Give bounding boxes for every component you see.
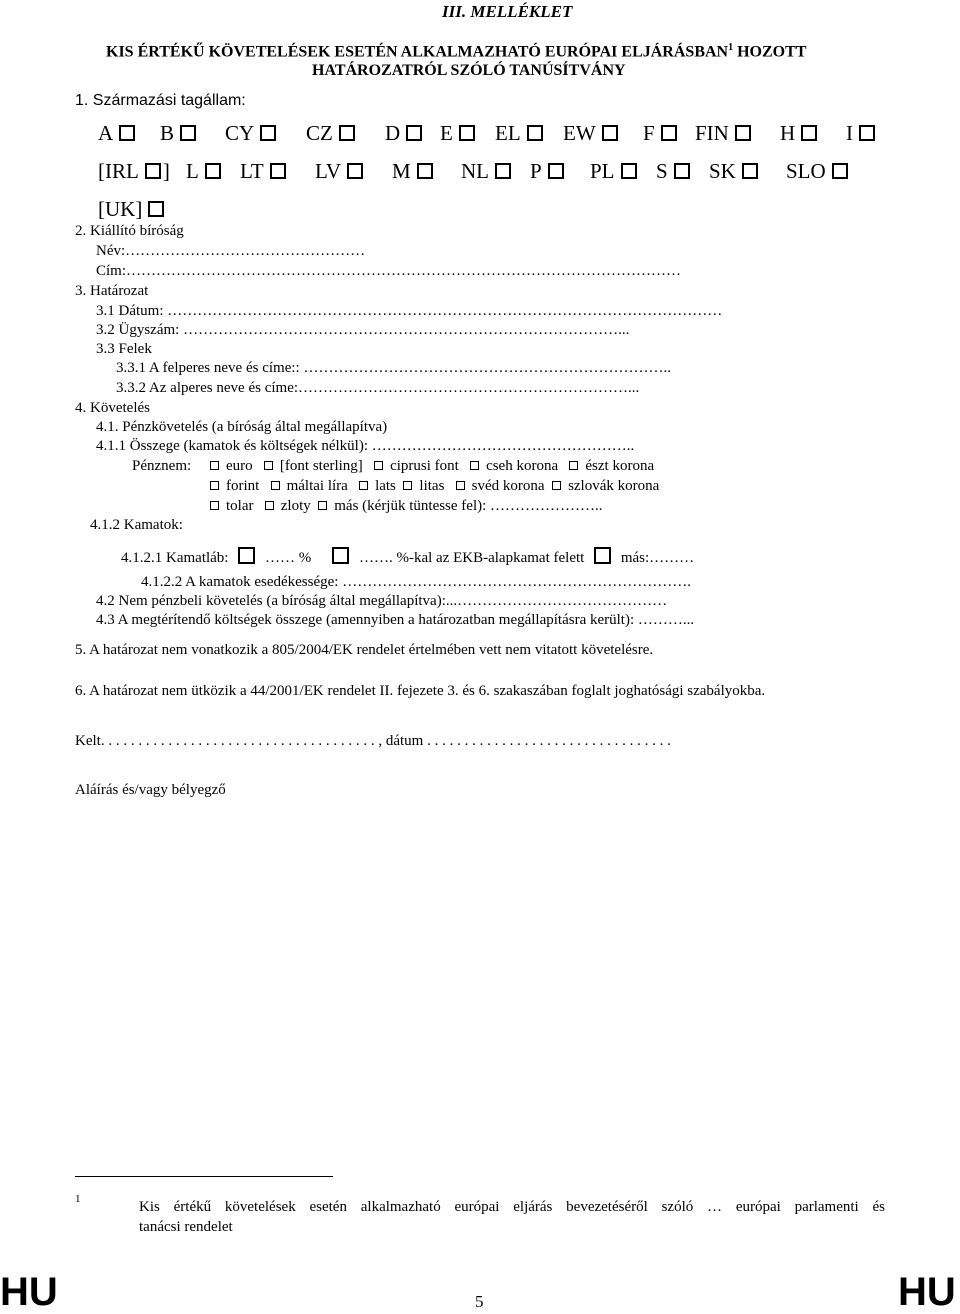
currency-maltese-lira[interactable]: máltai líra [271,478,348,494]
case-number-field[interactable]: 3.2 Ügyszám: ……………………………………………………………………………... [96,322,630,338]
language-code-left: HU [0,1270,58,1314]
checkbox-icon[interactable] [661,125,677,141]
checkbox-icon[interactable] [270,163,286,179]
currency-swedish-krona[interactable]: svéd korona [456,478,545,494]
currency-litas[interactable]: litas [403,478,444,494]
country-B[interactable]: B [160,121,200,146]
interest-label: 4.1.2 Kamatok: [90,517,183,533]
issuing-court-label: 2. Kiállító bíróság [75,223,184,239]
interest-rate-ecb-field[interactable]: ……. %-kal az EKB-alapkamat felett [358,550,585,566]
country-UK[interactable]: [UK] [98,197,168,222]
court-name-field[interactable]: Név:………………………………………… [96,243,366,259]
money-claim-label: 4.1. Pénzkövetelés (a bíróság által megállapítva) [96,419,388,435]
checkbox-icon[interactable] [205,163,221,179]
checkbox-icon[interactable] [548,163,564,179]
checkbox-icon[interactable] [406,125,422,141]
checkbox-icon[interactable] [459,125,475,141]
checkbox-icon[interactable] [735,125,751,141]
currency-row-1 [210,458,654,475]
section-6-statement: 6. A határozat nem ütközik a 44/2001/EK rendelet II. fejezete 3. és 6. szakaszában foglalt joghatósági szabályokba. [75,683,766,699]
country-PL[interactable]: PL [590,159,641,184]
court-address-field[interactable]: Cím:………………………………………………………………………………………………… [96,263,682,279]
checkbox-icon[interactable] [332,547,349,564]
country-LT[interactable]: LT [240,159,290,184]
country-E[interactable]: E [440,121,479,146]
checkbox-icon[interactable] [318,501,327,510]
footnote-marker: 1 [728,42,734,53]
interest-rate-percent-field[interactable]: …… % [264,550,312,566]
judgment-date-field[interactable]: 3.1 Dátum: ………………………………………………………………………………………………… [96,303,723,319]
country-M[interactable]: M [392,159,437,184]
certificate-title-line1 [106,42,806,61]
footnote-text-line1: Kis értékű követelések esetén alkalmazható európai eljárás bevezetéséről szóló … európai parlamenti és [139,1199,885,1215]
checkbox-icon[interactable] [210,501,219,510]
checkbox-icon[interactable] [602,125,618,141]
checkbox-icon[interactable] [417,163,433,179]
country-I[interactable]: I [846,121,879,146]
checkbox-icon[interactable] [552,481,561,490]
country-CZ[interactable]: CZ [306,121,359,146]
currency-row-3 [210,498,603,515]
footnote-separator [75,1176,333,1177]
checkbox-icon[interactable] [403,481,412,490]
checkbox-icon[interactable] [470,461,479,470]
currency-row-2 [210,478,659,495]
currency-cyprus-pound[interactable]: ciprusi font [374,458,459,474]
currency-lats[interactable]: lats [359,478,396,494]
non-money-claim-field[interactable]: 4.2 Nem pénzbeli követelés (a bíróság által megállapítva):...…………………………………… [96,593,668,609]
checkbox-icon[interactable] [527,125,543,141]
checkbox-icon[interactable] [347,163,363,179]
country-D[interactable]: D [385,121,426,146]
country-F[interactable]: F [643,121,681,146]
judgment-label: 3. Határozat [75,283,149,299]
currency-tolar[interactable]: tolar [210,498,254,514]
country-SLO[interactable]: SLO [786,159,852,184]
checkbox-icon[interactable] [621,163,637,179]
country-SK[interactable]: SK [709,159,762,184]
checkbox-icon[interactable] [148,201,164,217]
section-5-statement: 5. A határozat nem vonatkozik a 805/2004/EK rendelet értelmében vett nem vitatott követelésre. [75,642,654,658]
checkbox-icon[interactable] [832,163,848,179]
annex-label: III. MELLÉKLET [442,2,573,21]
checkbox-icon[interactable] [594,547,611,564]
footnote-number: 1 [75,1193,81,1205]
checkbox-icon[interactable] [859,125,875,141]
country-P[interactable]: P [530,159,568,184]
checkbox-icon[interactable] [674,163,690,179]
checkbox-icon[interactable] [260,125,276,141]
claimant-field[interactable]: 3.3.1 A felperes neve és címe:: ……………………………………………………………….. [116,360,671,376]
country-S[interactable]: S [656,159,694,184]
checkbox-icon[interactable] [271,481,280,490]
checkbox-icon[interactable] [456,481,465,490]
claim-label: 4. Követelés [75,400,150,416]
currency-pound[interactable]: [font sterling] [264,458,363,474]
country-H[interactable]: H [780,121,821,146]
costs-field[interactable]: 4.3 A megtérítendő költségek összege (amennyiben a határozatban megállapításra került): ………... [96,612,695,628]
place-date-field[interactable]: Kelt. . . . . . . . . . . . . . . . . . . . . . . . . . . . . . . . . . . . . , dátum . . . . . . . . . . . . . . . . . . . . . . . . . . . . . . . . . [75,733,671,749]
checkbox-icon[interactable] [180,125,196,141]
country-NL[interactable]: NL [461,159,515,184]
checkbox-icon[interactable] [210,481,219,490]
currency-slovak-koruna[interactable]: szlovák korona [552,478,659,494]
checkbox-icon[interactable] [119,125,135,141]
country-A[interactable]: A [98,121,139,146]
certificate-title-text: KIS ÉRTÉKŰ KÖVETELÉSEK ESETÉN ALKALMAZHATÓ EURÓPAI ELJÁRÁSBAN [106,43,729,61]
interest-rate-other-field[interactable]: más:……… [620,550,695,566]
checkbox-icon[interactable] [339,125,355,141]
currency-other[interactable]: más (kérjük tüntesse fel): ………………….. [318,498,602,514]
signature-label: Aláírás és/vagy bélyegző [75,782,226,798]
country-LV[interactable]: LV [315,159,367,184]
country-L[interactable]: L [186,159,225,184]
footnote-text-line2: tanácsi rendelet [139,1219,233,1235]
country-EL[interactable]: EL [495,121,547,146]
country-FIN[interactable]: FIN [695,121,755,146]
country-CY[interactable]: CY [225,121,280,146]
country-EW[interactable]: EW [563,121,622,146]
currency-label: Pénznem: [132,458,192,474]
checkbox-icon[interactable] [374,461,383,470]
checkbox-icon[interactable] [145,163,161,179]
currency-czech-koruna[interactable]: cseh korona [470,458,558,474]
checkbox-icon[interactable] [742,163,758,179]
checkbox-icon[interactable] [801,125,817,141]
interest-rate-row [121,550,694,567]
interest-due-field[interactable]: 4.1.2.2 A kamatok esedékessége: ……………………………………………………………. [141,574,691,590]
page-number: 5 [475,1292,484,1311]
checkbox-icon[interactable] [265,501,274,510]
checkbox-icon[interactable] [238,547,255,564]
checkbox-icon[interactable] [495,163,511,179]
currency-estonian-kroon[interactable]: észt korona [569,458,654,474]
currency-euro[interactable]: euro [210,458,253,474]
interest-rate-label: 4.1.2.1 Kamatláb: [121,550,229,566]
checkbox-icon[interactable] [210,461,219,470]
claim-amount-field[interactable]: 4.1.1 Összege (kamatok és költségek nélkül): …………………………………………….. [96,438,635,454]
checkbox-icon[interactable] [359,481,368,490]
origin-state-label: 1. Származási tagállam: [75,92,246,109]
currency-zloty[interactable]: zloty [265,498,311,514]
country-IRL[interactable]: [IRL ] [98,159,170,183]
checkbox-icon[interactable] [264,461,273,470]
certificate-title-tail: HOZOTT [733,43,807,61]
defendant-field[interactable]: 3.3.2 Az alperes neve és címe:…………………………………………………………... [116,380,640,396]
parties-label: 3.3 Felek [96,341,152,357]
language-code-right: HU [898,1270,956,1314]
currency-forint[interactable]: forint [210,478,259,494]
certificate-title-line2: HATÁROZATRÓL SZÓLÓ TANÚSÍTVÁNY [312,62,626,79]
checkbox-icon[interactable] [569,461,578,470]
